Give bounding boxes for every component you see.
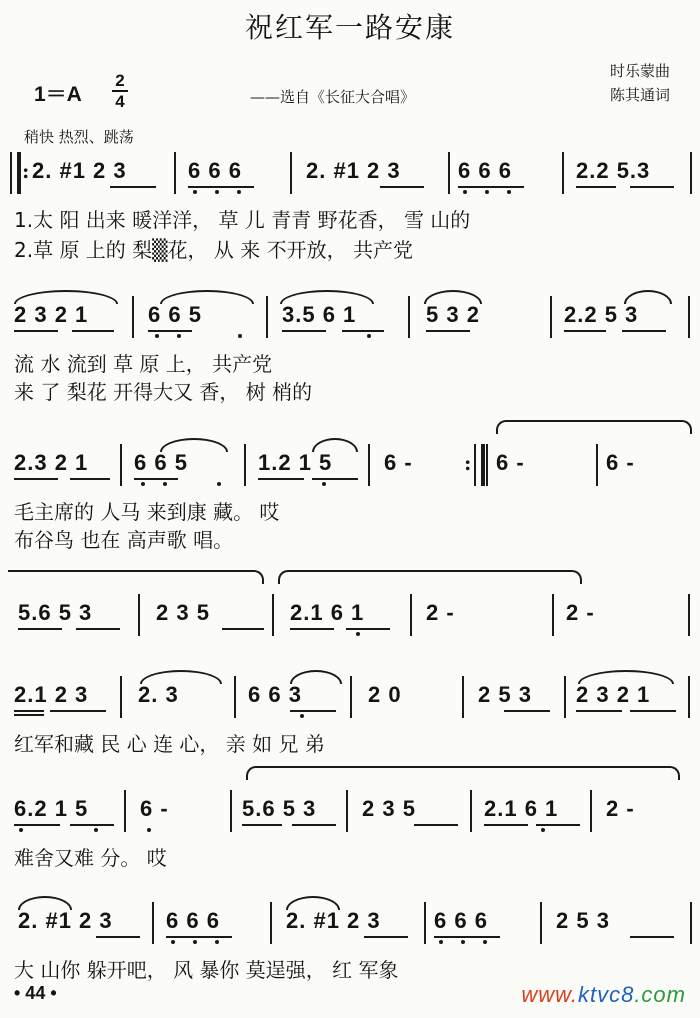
melody-measure: 2.2 5.3 <box>576 158 651 183</box>
melody-measure: 2 3 2 1 <box>576 682 651 707</box>
music-system-4 <box>0 594 700 640</box>
melody-measure: 6 6 6 <box>434 908 488 933</box>
music-system-6 <box>0 790 700 836</box>
lyric-line: 红军和藏 民 心 连 心， 亲 如 兄 弟 <box>14 732 325 756</box>
melody-measure: 6 - <box>384 450 413 475</box>
time-signature-top: 2 <box>115 71 125 90</box>
melody-measure: 2. #1 2 3 <box>32 158 127 183</box>
music-system-3: 2.3 2 1 6 6 5 1.2 1 5 6 - : 6 - 6 - <box>0 444 700 490</box>
melody-measure: 6 6 6 <box>166 908 220 933</box>
music-system-5 <box>0 676 700 722</box>
melody-measure: 2 5 3 <box>556 908 610 933</box>
melody-measure: 6 6 6 <box>188 158 242 183</box>
time-signature <box>112 72 128 110</box>
watermark-part: .com <box>634 982 686 1007</box>
melody-measure: 3.5 6 1 <box>282 302 357 327</box>
melody-measure: 2 3 5 <box>362 796 416 821</box>
melody-measure: 2 - <box>606 796 635 821</box>
melody-measure: 2. #1 2 3 <box>286 908 381 933</box>
lyric-line: 来 了 梨花 开得大又 香， 树 梢的 <box>14 380 313 404</box>
melody-measure: 6 6 5 <box>134 450 188 475</box>
melody-measure: 2 - <box>566 600 595 625</box>
song-title: 祝红军一路安康 <box>244 11 455 44</box>
melody-measure: 6 - <box>140 796 169 821</box>
lyric-line: 流 水 流到 草 原 上， 共产党 <box>14 352 273 376</box>
melody-measure: 6 6 5 <box>148 302 202 327</box>
melody-measure: 6 6 6 <box>458 158 512 183</box>
melody-measure: 2.1 6 1 <box>484 796 559 821</box>
melody-measure: 1.2 1 5 <box>258 450 333 475</box>
melody-measure: 6 - <box>606 450 635 475</box>
melody-measure: 2.1 6 1 <box>290 600 365 625</box>
lyric-line: 毛主席的 人马 来到康 藏。 哎 <box>14 500 280 524</box>
melody-measure: 6.2 1 5 <box>14 796 89 821</box>
melody-measure: 2.1 2 3 <box>14 682 89 707</box>
melody-measure: 2. #1 2 3 <box>18 908 113 933</box>
melody-measure: 2. 3 <box>138 682 179 707</box>
melody-measure: 5 3 2 <box>426 302 480 327</box>
music-system-2 <box>0 296 700 342</box>
watermark <box>521 982 686 1008</box>
lyric-line: 2.草 原 上的 梨▒花， 从 来 不开放， 共产党 <box>14 238 413 262</box>
lyric-line: 1.太 阳 出来 暖洋洋， 草 儿 青青 野花香， 雪 山的 <box>14 208 471 232</box>
music-system-1: : 2. #1 2 3 6 6 6 2. #1 2 3 6 6 6 2.2 5.3 <box>0 152 700 198</box>
composer-credit: 时乐蒙曲 <box>609 62 670 80</box>
melody-measure: 2 0 <box>368 682 402 707</box>
watermark-part: www. <box>521 982 578 1007</box>
lyric-line: 难舍又难 分。 哎 <box>14 846 167 870</box>
page-number: • 44 • <box>14 983 57 1003</box>
key-signature: 1＝A <box>34 83 82 106</box>
melody-measure: 2 - <box>426 600 455 625</box>
melody-measure: 2 3 2 1 <box>14 302 89 327</box>
time-signature-bottom: 4 <box>115 92 125 111</box>
melody-measure: 2. #1 2 3 <box>306 158 401 183</box>
melody-measure: 6 - <box>496 450 525 475</box>
melody-measure: 2.2 5 3 <box>564 302 639 327</box>
tempo-marking: 稍快 热烈、跳荡 <box>24 128 134 146</box>
melody-measure: 2 3 5 <box>156 600 210 625</box>
lyricist-credit: 陈其通词 <box>609 86 670 104</box>
melody-measure: 5.6 5 3 <box>18 600 93 625</box>
melody-measure: 5.6 5 3 <box>242 796 317 821</box>
melody-measure: 6 6 3 <box>248 682 302 707</box>
melody-measure: 2 5 3 <box>478 682 532 707</box>
source-note: ——选自《长征大合唱》 <box>250 88 416 106</box>
music-system-7 <box>0 902 700 948</box>
lyric-line: 大 山你 躲开吧， 风 暴你 莫逞强， 红 军象 <box>14 958 399 982</box>
lyric-line: 布谷鸟 也在 高声歌 唱。 <box>14 528 234 552</box>
melody-measure: 2.3 2 1 <box>14 450 89 475</box>
watermark-part: ktvc8 <box>577 982 635 1007</box>
